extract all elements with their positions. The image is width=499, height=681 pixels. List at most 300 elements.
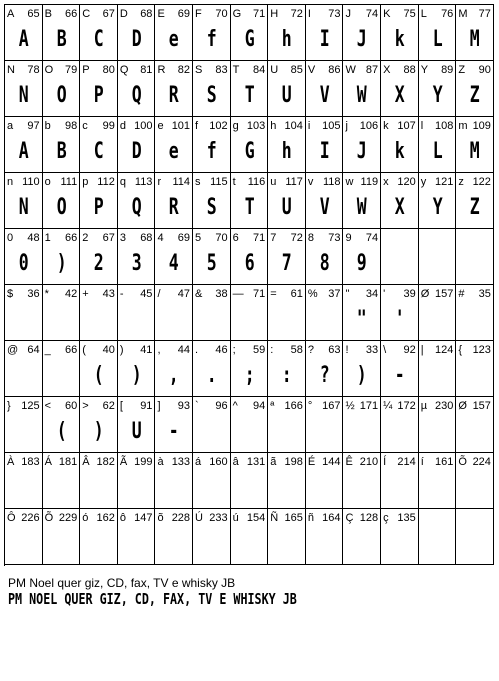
glyph-cell (381, 341, 419, 397)
glyph-char: 7 (270, 232, 277, 244)
glyph-sample (423, 473, 450, 503)
glyph-cell (306, 285, 344, 341)
glyph-cell (193, 285, 231, 341)
glyph-label (120, 456, 153, 468)
glyph-code: 81 (140, 64, 153, 76)
glyph-code: 76 (441, 8, 454, 20)
glyph-code: 62 (102, 400, 115, 412)
glyph-label (45, 232, 78, 244)
glyph-sample: ( (56, 419, 66, 444)
glyph-sample: M (470, 139, 480, 164)
glyph-cell (193, 341, 231, 397)
glyph-char: y (420, 176, 427, 188)
glyph-code: 115 (210, 176, 228, 188)
glyph-sample (47, 473, 74, 503)
glyph-label (345, 176, 378, 188)
glyph-label (458, 120, 491, 132)
glyph-cell (118, 173, 156, 229)
glyph-sample: O (56, 83, 66, 108)
glyph-char: : (270, 344, 274, 356)
glyph-sample: I (319, 27, 329, 52)
glyph-char: $ (7, 288, 14, 300)
glyph-cell (231, 453, 269, 509)
glyph-cell (268, 117, 306, 173)
glyph-label (7, 8, 40, 20)
glyph-code: 133 (171, 456, 191, 468)
glyph-sample (10, 417, 37, 447)
glyph-sample (10, 473, 37, 503)
glyph-label (157, 288, 190, 300)
glyph-cell (343, 341, 381, 397)
glyph-label (458, 400, 491, 412)
glyph-cell (43, 509, 81, 565)
glyph-cell (118, 229, 156, 285)
glyph-cell (155, 453, 193, 509)
glyph-sample: - (169, 419, 179, 444)
glyph-label (345, 232, 378, 244)
glyph-char: T (232, 64, 240, 76)
glyph-label (421, 8, 454, 20)
glyph-code: 100 (134, 120, 153, 132)
glyph-code: 111 (60, 176, 78, 188)
glyph-char: , (157, 344, 161, 356)
glyph-code: 41 (140, 344, 153, 356)
glyph-label (233, 176, 266, 188)
glyph-cell (381, 509, 419, 565)
glyph-sample: L (432, 139, 442, 164)
glyph-label (157, 176, 190, 188)
glyph-char: ] (157, 400, 161, 412)
glyph-cell (343, 397, 381, 453)
glyph-char: S (195, 64, 203, 76)
glyph-code: 74 (365, 8, 379, 20)
glyph-code: 33 (365, 344, 379, 356)
glyph-char: O (44, 64, 54, 76)
glyph-code: 66 (64, 344, 78, 356)
glyph-code: 74 (365, 232, 379, 244)
glyph-sample: , (169, 363, 179, 388)
glyph-label (421, 176, 454, 188)
glyph-code: 118 (322, 176, 341, 188)
glyph-sample (85, 473, 112, 503)
glyph-code: 86 (328, 64, 341, 76)
glyph-cell (193, 229, 231, 285)
glyph-cell (306, 453, 344, 509)
glyph-cell (155, 173, 193, 229)
glyph-sample (423, 417, 450, 447)
glyph-sample: 7 (281, 251, 292, 276)
glyph-label (120, 512, 153, 524)
glyph-label (195, 400, 228, 412)
glyph-label (421, 456, 454, 468)
glyph-label (45, 344, 78, 356)
glyph-code: 37 (328, 288, 341, 300)
glyph-code: 85 (290, 64, 303, 76)
glyph-char: m (458, 120, 468, 132)
glyph-char: 2 (82, 232, 89, 244)
glyph-code: 39 (403, 288, 416, 300)
glyph-code: 105 (322, 120, 341, 132)
glyph-code: 116 (247, 176, 266, 188)
glyph-sample: D (131, 27, 141, 52)
glyph-code: 98 (64, 120, 78, 132)
glyph-cell (193, 453, 231, 509)
glyph-sample: G (244, 27, 254, 52)
glyph-code: 110 (22, 176, 40, 188)
glyph-sample: C (93, 27, 104, 52)
glyph-cell (80, 341, 118, 397)
glyph-code: 144 (322, 456, 341, 468)
glyph-code: 44 (177, 344, 191, 356)
glyph-label (7, 288, 40, 300)
glyph-label (345, 8, 378, 20)
glyph-code: 108 (434, 120, 454, 132)
glyph-cell (155, 341, 193, 397)
glyph-code: 117 (285, 176, 303, 188)
glyph-char: 6 (232, 232, 239, 244)
glyph-code: 70 (215, 8, 228, 20)
glyph-cell (268, 453, 306, 509)
glyph-code: 63 (328, 344, 341, 356)
glyph-code: 113 (134, 176, 153, 188)
glyph-code: 38 (215, 288, 228, 300)
glyph-label (120, 232, 153, 244)
glyph-label (195, 176, 228, 188)
glyph-sample (310, 473, 337, 503)
glyph-char: À (7, 456, 15, 468)
glyph-cell (80, 5, 118, 61)
glyph-cell (5, 173, 43, 229)
glyph-code: 120 (397, 176, 416, 188)
glyph-label (345, 344, 378, 356)
glyph-label (458, 8, 491, 20)
glyph-char: á (195, 456, 202, 468)
glyph-code: 162 (96, 512, 115, 524)
glyph-code: 36 (27, 288, 40, 300)
glyph-sample: V (319, 83, 329, 108)
glyph-cell (343, 61, 381, 117)
glyph-char: Ô (7, 512, 16, 524)
glyph-char: ^ (232, 400, 238, 412)
glyph-sample: J (357, 139, 367, 164)
glyph-char: * (44, 288, 49, 300)
glyph-label (157, 120, 190, 132)
glyph-sample: Y (432, 83, 442, 108)
glyph-char: C (82, 8, 91, 20)
glyph-char: W (345, 64, 356, 76)
glyph-code: 131 (246, 456, 266, 468)
glyph-code: 103 (246, 120, 266, 132)
glyph-char: 1 (44, 232, 51, 244)
glyph-cell (268, 341, 306, 397)
glyph-code: 90 (478, 64, 491, 76)
glyph-label (421, 400, 454, 412)
glyph-row (5, 61, 494, 117)
glyph-cell (306, 173, 344, 229)
glyph-char: k (383, 120, 389, 132)
glyph-cell (456, 397, 494, 453)
glyph-sample: M (470, 27, 480, 52)
glyph-cell (193, 61, 231, 117)
character-map-grid (4, 4, 494, 566)
glyph-sample (310, 417, 337, 447)
glyph-char: u (270, 176, 277, 188)
glyph-char: t (232, 176, 236, 188)
glyph-code: 91 (140, 400, 153, 412)
glyph-char: ç (383, 512, 389, 524)
glyph-sample (386, 529, 413, 559)
glyph-char: F (195, 8, 202, 20)
glyph-label (157, 344, 190, 356)
glyph-code: 82 (177, 64, 191, 76)
glyph-code: 70 (215, 232, 228, 244)
glyph-char: a (7, 120, 14, 132)
glyph-cell (155, 509, 193, 565)
glyph-label (195, 8, 228, 20)
glyph-code: 40 (102, 344, 115, 356)
glyph-row (5, 453, 494, 509)
glyph-sample: S (206, 195, 216, 220)
glyph-char: / (157, 288, 161, 300)
glyph-char: } (7, 400, 11, 412)
glyph-char: g (232, 120, 239, 132)
glyph-sample: R (169, 83, 179, 108)
glyph-label (82, 120, 115, 132)
glyph-code: 122 (472, 176, 491, 188)
glyph-label (120, 344, 153, 356)
glyph-char: ' (383, 288, 386, 300)
glyph-char: n (7, 176, 14, 188)
glyph-cell (381, 229, 419, 285)
glyph-cell (306, 341, 344, 397)
glyph-code: 97 (27, 120, 40, 132)
glyph-sample (85, 529, 112, 559)
glyph-cell (5, 341, 43, 397)
glyph-label (270, 232, 303, 244)
glyph-char: e (157, 120, 164, 132)
glyph-sample: - (394, 363, 404, 388)
glyph-sample: P (93, 195, 104, 220)
glyph-sample: X (394, 83, 404, 108)
glyph-sample (273, 529, 300, 559)
glyph-cell (5, 117, 43, 173)
glyph-code: 71 (253, 232, 266, 244)
glyph-char: { (458, 344, 462, 356)
glyph-cell (419, 509, 457, 565)
glyph-cell (419, 229, 457, 285)
glyph-cell (419, 285, 457, 341)
glyph-sample: T (244, 195, 254, 220)
glyph-code: 135 (397, 512, 416, 524)
glyph-label (308, 232, 341, 244)
glyph-cell (43, 229, 81, 285)
glyph-sample (423, 529, 450, 559)
sample-text-plain: PM Noel quer giz, CD, fax, TV e whisky JB (8, 576, 236, 590)
glyph-label (458, 288, 491, 300)
glyph-label (157, 64, 190, 76)
glyph-sample (235, 417, 262, 447)
glyph-code: 66 (64, 8, 78, 20)
glyph-code: 121 (434, 176, 454, 188)
glyph-sample: 4 (169, 251, 179, 276)
glyph-cell (268, 285, 306, 341)
glyph-sample (348, 473, 375, 503)
glyph-row (5, 397, 494, 453)
glyph-cell (193, 509, 231, 565)
glyph-code: 79 (64, 64, 78, 76)
glyph-cell (456, 341, 494, 397)
glyph-cell (43, 5, 81, 61)
glyph-char: > (82, 400, 89, 412)
glyph-char: É (307, 456, 316, 468)
glyph-row (5, 229, 494, 285)
glyph-code: 226 (21, 512, 40, 524)
glyph-char: H (270, 8, 279, 20)
glyph-char: í (420, 456, 424, 468)
glyph-cell (193, 173, 231, 229)
glyph-cell (5, 285, 43, 341)
glyph-code: 214 (397, 456, 416, 468)
glyph-cell (268, 61, 306, 117)
glyph-code: 104 (284, 120, 303, 132)
glyph-cell (118, 61, 156, 117)
glyph-sample (160, 305, 187, 335)
glyph-char: & (195, 288, 203, 300)
glyph-sample (461, 305, 488, 335)
glyph-sample (198, 529, 225, 559)
glyph-code: 109 (472, 120, 491, 132)
glyph-char: E (157, 8, 165, 20)
glyph-cell (419, 5, 457, 61)
glyph-label (308, 456, 341, 468)
glyph-sample (423, 361, 450, 391)
glyph-code: 73 (328, 232, 341, 244)
glyph-code: 96 (215, 400, 228, 412)
glyph-char: 5 (195, 232, 202, 244)
glyph-char: b (44, 120, 51, 132)
glyph-code: 164 (322, 512, 341, 524)
glyph-char: r (157, 176, 162, 188)
glyph-cell (80, 509, 118, 565)
glyph-sample: k (394, 139, 404, 164)
glyph-sample: A (18, 139, 28, 164)
glyph-cell (456, 509, 494, 565)
glyph-code: 68 (140, 8, 153, 20)
glyph-code: 229 (58, 512, 78, 524)
glyph-label (45, 512, 78, 524)
glyph-sample: W (357, 195, 367, 220)
glyph-label (82, 344, 115, 356)
glyph-char: . (195, 344, 199, 356)
glyph-sample: . (206, 363, 216, 388)
glyph-sample: 2 (93, 251, 104, 276)
glyph-cell (155, 5, 193, 61)
glyph-label (421, 344, 454, 356)
glyph-char: ; (232, 344, 236, 356)
glyph-sample (273, 305, 300, 335)
glyph-cell (343, 5, 381, 61)
glyph-cell (43, 453, 81, 509)
glyph-code: 161 (434, 456, 454, 468)
glyph-code: 60 (64, 400, 78, 412)
glyph-sample: Z (470, 83, 480, 108)
glyph-code: 59 (253, 344, 266, 356)
glyph-char: M (458, 8, 468, 20)
glyph-code: 45 (140, 288, 153, 300)
glyph-cell (343, 173, 381, 229)
glyph-label (383, 344, 416, 356)
glyph-sample: e (169, 27, 179, 52)
glyph-label (7, 456, 40, 468)
glyph-row (5, 285, 494, 341)
glyph-cell (43, 61, 81, 117)
glyph-label (82, 64, 115, 76)
glyph-sample (85, 305, 112, 335)
glyph-cell (231, 341, 269, 397)
glyph-char: D (119, 8, 128, 20)
glyph-sample (198, 417, 225, 447)
glyph-cell (231, 509, 269, 565)
glyph-cell (381, 61, 419, 117)
glyph-label (308, 288, 341, 300)
glyph-label (45, 400, 78, 412)
glyph-char: p (82, 176, 89, 188)
glyph-char: L (420, 8, 427, 20)
glyph-label (157, 512, 190, 524)
glyph-sample (461, 529, 488, 559)
glyph-char: f (195, 120, 199, 132)
glyph-cell (118, 397, 156, 453)
glyph-sample: : (281, 363, 292, 388)
glyph-cell (118, 453, 156, 509)
glyph-cell (456, 453, 494, 509)
glyph-char: ã (270, 456, 277, 468)
glyph-char: " (345, 288, 350, 300)
glyph-label (383, 176, 416, 188)
glyph-char: J (345, 8, 351, 20)
glyph-label (233, 512, 266, 524)
glyph-cell (456, 173, 494, 229)
glyph-sample: 8 (319, 251, 329, 276)
glyph-sample (47, 529, 74, 559)
glyph-label (157, 8, 190, 20)
glyph-code: 157 (472, 400, 491, 412)
glyph-sample: N (18, 195, 28, 220)
glyph-cell (43, 397, 81, 453)
glyph-cell (268, 229, 306, 285)
glyph-label (233, 400, 266, 412)
glyph-char: < (44, 400, 52, 412)
glyph-code: 228 (171, 512, 191, 524)
glyph-sample: ) (357, 363, 367, 388)
glyph-sample (10, 361, 37, 391)
glyph-sample: U (281, 195, 292, 220)
glyph-sample (122, 305, 149, 335)
glyph-code: 83 (215, 64, 228, 76)
glyph-label (82, 512, 115, 524)
glyph-cell (118, 285, 156, 341)
glyph-row (5, 509, 494, 565)
glyph-sample: " (357, 307, 367, 332)
glyph-char: 3 (119, 232, 126, 244)
glyph-cell (419, 117, 457, 173)
glyph-sample: 6 (244, 251, 254, 276)
glyph-char: V (307, 64, 316, 76)
glyph-sample (461, 473, 488, 503)
glyph-sample (386, 249, 413, 279)
glyph-label (82, 8, 115, 20)
glyph-cell (231, 229, 269, 285)
